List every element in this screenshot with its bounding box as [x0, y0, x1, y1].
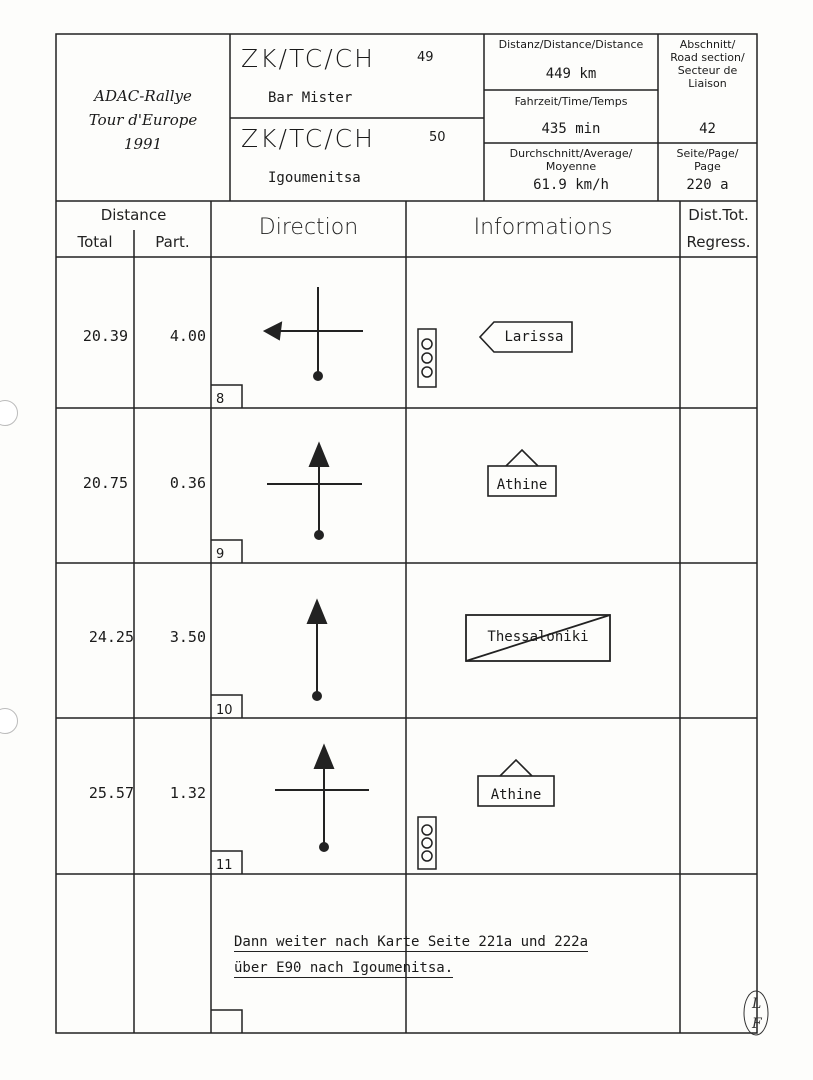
- tc2-code: ZK/TC/CH: [241, 124, 375, 153]
- row-8-traffic-light-icon: [416, 327, 440, 389]
- event-name: ADAC-Rallye: [94, 87, 192, 105]
- row-11-part: 1.32: [169, 784, 206, 802]
- distance-value: 449 km: [545, 66, 597, 82]
- svg-text:F: F: [752, 1016, 762, 1032]
- row-11-sign-text: Athine: [490, 787, 542, 803]
- footer-note: [234, 929, 588, 981]
- row-10-total: 24.25: [88, 628, 134, 646]
- row-11-total: 25.57: [88, 784, 134, 802]
- average-value: 61.9 km/h: [533, 177, 609, 193]
- row-8-part: 4.00: [169, 327, 206, 345]
- row-9-part: 0.36: [169, 474, 206, 492]
- distance-label: Distanz/Distance/Distance: [498, 38, 644, 51]
- row-10-direction-arrow-straight: [211, 563, 406, 718]
- page-label-line1: Seite/Page/: [676, 147, 739, 160]
- row-9-sign-text: Athine: [496, 477, 548, 493]
- col-informations: Informations: [473, 215, 613, 240]
- section-value: 42: [699, 121, 716, 137]
- event-subtitle: Tour d'Europe: [88, 111, 198, 129]
- row-9-total: 20.75: [82, 474, 128, 492]
- row-9-direction-arrow-straight: [211, 408, 406, 563]
- row-11-traffic-light-icon: [416, 815, 440, 871]
- col-total: Total: [77, 233, 113, 251]
- row-10-sign-text: Thessaloniki: [487, 629, 589, 645]
- section-label-line2: Road section/: [670, 51, 745, 64]
- time-label: Fahrzeit/Time/Temps: [514, 95, 628, 108]
- row-10-number: 10: [216, 703, 233, 718]
- average-label-line2: Moyenne: [545, 160, 597, 173]
- section-label-line4: Liaison: [688, 77, 727, 90]
- average-label: [484, 147, 658, 173]
- row-8-direction-arrow-left: [211, 257, 406, 408]
- row-8-sign-text: Larissa: [504, 329, 564, 345]
- section-label-line3: Secteur de: [677, 64, 738, 77]
- col-dist-tot: Dist.Tot.: [688, 206, 749, 224]
- tc1-number: 49: [417, 50, 434, 65]
- svg-text:L: L: [752, 996, 762, 1012]
- section-label: [658, 38, 757, 90]
- row-11-direction-arrow-straight: [211, 718, 406, 874]
- row-9-number: 9: [216, 547, 225, 562]
- page-label: [658, 147, 757, 173]
- average-label-line1: Durchschnitt/Average/: [509, 147, 633, 160]
- tc1-place: Bar Mister: [268, 90, 353, 106]
- initials-stamp: [738, 988, 774, 1038]
- col-regress: Regress.: [686, 233, 751, 251]
- page-value: 220 a: [686, 177, 729, 193]
- row-8-total: 20.39: [82, 327, 128, 345]
- col-direction: Direction: [258, 215, 359, 240]
- row-8-number: 8: [216, 392, 225, 407]
- event-year: 1991: [123, 135, 163, 153]
- col-part: Part.: [155, 233, 190, 251]
- footer-note-line2: über E90 nach Igoumenitsa.: [234, 960, 454, 976]
- row-11-number: 11: [216, 858, 233, 873]
- section-label-line1: Abschnitt/: [679, 38, 736, 51]
- event-title: [56, 84, 230, 156]
- row-10-part: 3.50: [169, 628, 206, 646]
- col-distance: Distance: [100, 206, 167, 224]
- tc1-code: ZK/TC/CH: [241, 44, 375, 73]
- tc2-place: Igoumenitsa: [268, 170, 361, 186]
- page-label-line2: Page: [694, 160, 721, 173]
- tc2-number: 50: [429, 130, 446, 145]
- footer-note-line1: Dann weiter nach Karte Seite 221a und 222a: [234, 934, 589, 950]
- time-value: 435 min: [541, 121, 601, 137]
